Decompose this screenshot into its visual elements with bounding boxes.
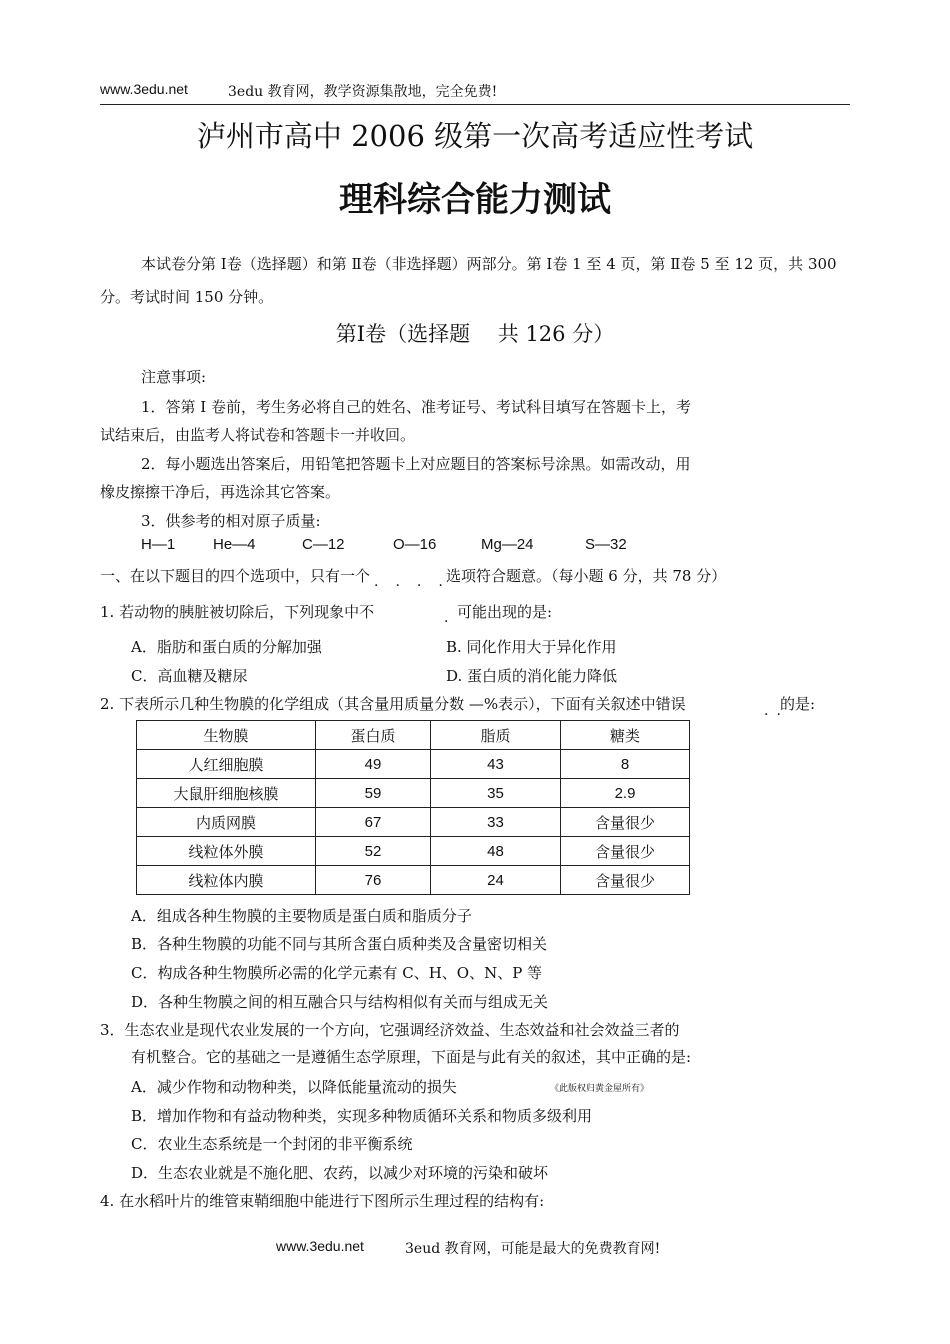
exam-title: 泸州市高中 2006 级第一次高考适应性考试 (196, 119, 754, 153)
table-row (137, 808, 690, 837)
q2-stem-a: 2. 下表所示几种生物膜的化学组成（其含量用质量分数 —%表示），下面有关叙述中错误 (100, 695, 686, 713)
header-url: www.3edu.net (100, 81, 188, 97)
col-header-sugar: 糖类 (561, 721, 690, 750)
table-row (137, 750, 690, 779)
q1-emphasis-dot: . (444, 610, 449, 626)
exam-subtitle: 理科综合能力测试 (339, 180, 611, 220)
cell-membrane: 大鼠肝细胞核膜 (137, 779, 316, 808)
atom-he: He—4 (213, 536, 256, 553)
col-header-membrane: 生物膜 (137, 721, 316, 750)
atom-mg: Mg—24 (481, 536, 534, 553)
atom-o: O—16 (393, 536, 437, 553)
cell-membrane: 线粒体内膜 (137, 866, 316, 895)
header-tagline: 3edu 教育网，教学资源集散地，完全免费! (228, 84, 498, 100)
cell-protein: 49 (316, 750, 431, 779)
q4-stem: 4. 在水稻叶片的维管束鞘细胞中能进行下图所示生理过程的结构有: (100, 1192, 545, 1210)
q2-option-d: D．各种生物膜之间的相互融合只与结构相似有关而与组成无关 (131, 993, 549, 1011)
footer-url: www.3edu.net (276, 1238, 364, 1254)
note-1-line-1: 1．答第 Ⅰ 卷前，考生务必将自己的姓名、准考证号、考试科目填写在答题卡上，考 (141, 398, 692, 416)
cell-protein: 76 (316, 866, 431, 895)
q3-option-d: D．生态农业就是不施化肥、农药，以减少对环境的污染和破坏 (131, 1164, 549, 1182)
cell-protein: 67 (316, 808, 431, 837)
part1-instruction-a: 一、在以下题目的四个选项中，只有一个 (100, 567, 371, 585)
cell-lipid: 35 (431, 779, 561, 808)
cell-membrane: 人红细胞膜 (137, 750, 316, 779)
q2-option-b: B．各种生物膜的功能不同与其所含蛋白质种类及含量密切相关 (131, 935, 548, 953)
copyright-note: 《此版权归黄金屋所有》 (550, 1084, 650, 1094)
cell-lipid: 48 (431, 837, 561, 866)
part1-instruction-b: 选项符合题意。（每小题 6 分，共 78 分） (446, 567, 727, 585)
note-2-line-2: 橡皮擦擦干净后，再选涂其它答案。 (100, 483, 341, 501)
note-2-line-1: 2．每小题选出答案后，用铅笔把答题卡上对应题目的答案标号涂黑。如需改动，用 (141, 455, 691, 473)
q3-option-c: C．农业生态系统是一个封闭的非平衡系统 (131, 1135, 413, 1153)
col-header-lipid: 脂质 (431, 721, 561, 750)
q3-option-a: A．减少作物和动物种类，以降低能量流动的损失 (131, 1078, 457, 1096)
cell-protein: 59 (316, 779, 431, 808)
note-3: 3．供参考的相对原子质量: (141, 512, 321, 530)
atom-s: S—32 (585, 536, 627, 553)
table-row (137, 866, 690, 895)
q1-option-d: D. 蛋白质的消化能力降低 (446, 667, 618, 685)
intro-paragraph: 本试卷分第 Ⅰ卷（选择题）和第 Ⅱ卷（非选择题）两部分。第 Ⅰ卷 1 至 4 页，第 Ⅱ卷 5 至 12 页，共 300 分。考试时间 150 分钟。 (100, 255, 837, 306)
q3-option-b: B．增加作物和有益动物种类，实现多种物质循环关系和物质多级利用 (131, 1107, 593, 1125)
q1-option-a: A．脂肪和蛋白质的分解加强 (131, 638, 322, 656)
q1-stem-b: 可能出现的是: (457, 603, 553, 621)
table-header-row (137, 721, 690, 750)
table-row (137, 779, 690, 808)
cell-membrane: 线粒体外膜 (137, 837, 316, 866)
q2-option-c: C．构成各种生物膜所必需的化学元素有 C、H、O、N、P 等 (131, 964, 543, 982)
q2-stem-b: 的是: (780, 695, 816, 713)
cell-sugar: 含量很少 (561, 866, 690, 895)
col-header-protein: 蛋白质 (316, 721, 431, 750)
cell-sugar: 含量很少 (561, 837, 690, 866)
q1-stem-a: 1. 若动物的胰脏被切除后，下列现象中不 (100, 603, 375, 621)
emphasis-dots: .... (374, 574, 460, 590)
header-rule (100, 104, 850, 105)
q3-stem-b: 有机整合。它的基础之一是遵循生态学原理，下面是与此有关的叙述，其中正确的是: (131, 1048, 692, 1066)
atom-h: H—1 (141, 536, 176, 553)
section-title: 第Ⅰ卷（选择题 共 126 分） (335, 322, 615, 346)
cell-lipid: 43 (431, 750, 561, 779)
cell-protein: 52 (316, 837, 431, 866)
membrane-table (136, 720, 690, 895)
table-row (137, 837, 690, 866)
notes-heading: 注意事项: (141, 368, 207, 386)
footer-tagline: 3eud 教育网，可能是最大的免费教育网! (405, 1241, 661, 1257)
q2-emphasis-dots: .. (764, 703, 789, 719)
q1-option-c: C．高血糖及糖尿 (131, 667, 248, 685)
cell-lipid: 33 (431, 808, 561, 837)
note-1-line-2: 试结束后，由监考人将试卷和答题卡一并收回。 (100, 426, 416, 444)
q2-option-a: A．组成各种生物膜的主要物质是蛋白质和脂质分子 (131, 907, 472, 925)
cell-sugar: 含量很少 (561, 808, 690, 837)
cell-sugar: 8 (561, 750, 690, 779)
atom-c: C—12 (302, 536, 345, 553)
cell-sugar: 2.9 (561, 779, 690, 808)
cell-lipid: 24 (431, 866, 561, 895)
cell-membrane: 内质网膜 (137, 808, 316, 837)
q3-stem-a: 3．生态农业是现代农业发展的一个方向，它强调经济效益、生态效益和社会效益三者的 (100, 1021, 680, 1039)
q1-option-b: B. 同化作用大于异化作用 (446, 638, 617, 656)
